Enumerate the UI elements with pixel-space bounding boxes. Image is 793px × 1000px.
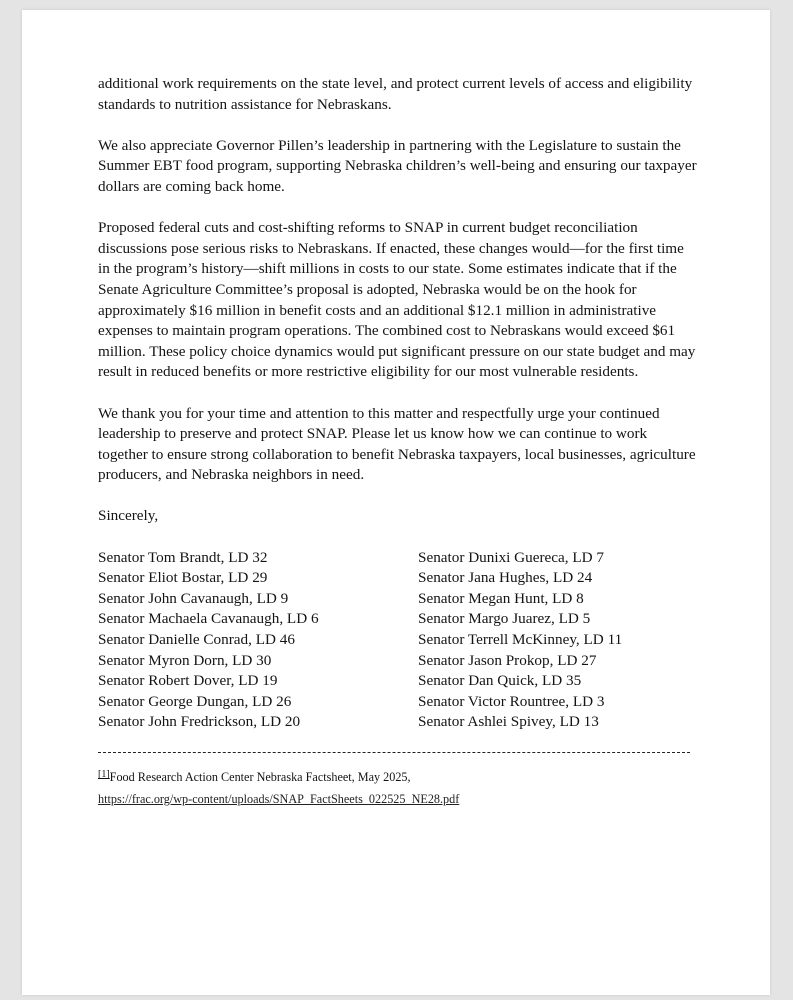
signer-name: Senator Terrell McKinney, LD 11 (418, 631, 623, 649)
footnote-divider (98, 752, 690, 753)
signer-name: Senator Eliot Bostar, LD 29 (98, 569, 268, 587)
signer-name: Senator Margo Juarez, LD 5 (418, 610, 591, 628)
footnote-text: Food Research Action Center Nebraska Factsheet, May 2025, (109, 770, 411, 784)
signer-name: Senator John Fredrickson, LD 20 (98, 713, 301, 731)
paragraph-work-requirements: additional work requirements on the state level, and protect current levels of access and eligibility standards to nutrition assistance for Nebraskans. (98, 75, 693, 113)
signer-name: Senator Dan Quick, LD 35 (418, 672, 582, 690)
letter-body (98, 74, 698, 733)
signer-column-left (98, 548, 418, 733)
signer-name: Senator Machaela Cavanaugh, LD 6 (98, 610, 319, 628)
footnote (98, 764, 718, 810)
signer-list (98, 548, 698, 733)
closing-salutation: Sincerely, (98, 507, 159, 525)
paragraph-summer-ebt: We also appreciate Governor Pillen’s leadership in partnering with the Legislature to sustain the Summer EBT food program, supporting Nebraska children’s well-being and ensuring our taxpayer dollars are coming back home. (98, 136, 697, 195)
signer-name: Senator Victor Rountree, LD 3 (418, 692, 605, 710)
signer-name: Senator Megan Hunt, LD 8 (418, 589, 584, 607)
signer-name: Senator Tom Brandt, LD 32 (98, 548, 268, 566)
signer-name: Senator John Cavanaugh, LD 9 (98, 589, 289, 607)
paragraph-snap-cuts: Proposed federal cuts and cost-shifting reforms to SNAP in current budget reconciliation discussions pose serious risks to Nebraskans. If enacted, these changes would—for the first time in the program’s history—shift millions in costs to our state. Some estimates indicate that if the Senate Agriculture Committee’s proposal is adopted, Nebraska would be on the hook for approximately $16 million in benefit costs and an additional $12.1 million in administrative expenses to maintain program operations. The combined cost to Nebraskans would exceed $61 million. These policy choice dynamics would put significant pressure on our state budget and may result in reduced benefits or more restrictive eligibility for our most vulnerable residents. (98, 219, 696, 381)
signer-name: Senator Jason Prokop, LD 27 (418, 651, 597, 669)
signer-name: Senator Danielle Conrad, LD 46 (98, 631, 295, 649)
signer-name: Senator Dunixi Guereca, LD 7 (418, 548, 604, 566)
footnote-link[interactable]: https://frac.org/wp-content/uploads/SNAP_FactSheets_022525_NE28.pdf (98, 792, 460, 806)
signer-column-right (418, 548, 698, 733)
signer-name: Senator George Dungan, LD 26 (98, 692, 292, 710)
signer-name: Senator Jana Hughes, LD 24 (418, 569, 593, 587)
footnote-marker[interactable]: [1] (98, 769, 110, 780)
signer-name: Senator Ashlei Spivey, LD 13 (418, 713, 599, 731)
signer-name: Senator Robert Dover, LD 19 (98, 672, 278, 690)
paragraph-thanks: We thank you for your time and attention to this matter and respectfully urge your continued leadership to preserve and protect SNAP. Please let us know how we can continue to work together to ensure strong collaboration to benefit Nebraska taxpayers, local businesses, agriculture producers, and Nebraska neighbors in need. (98, 404, 696, 484)
signer-name: Senator Myron Dorn, LD 30 (98, 651, 272, 669)
letter-page (22, 10, 770, 995)
